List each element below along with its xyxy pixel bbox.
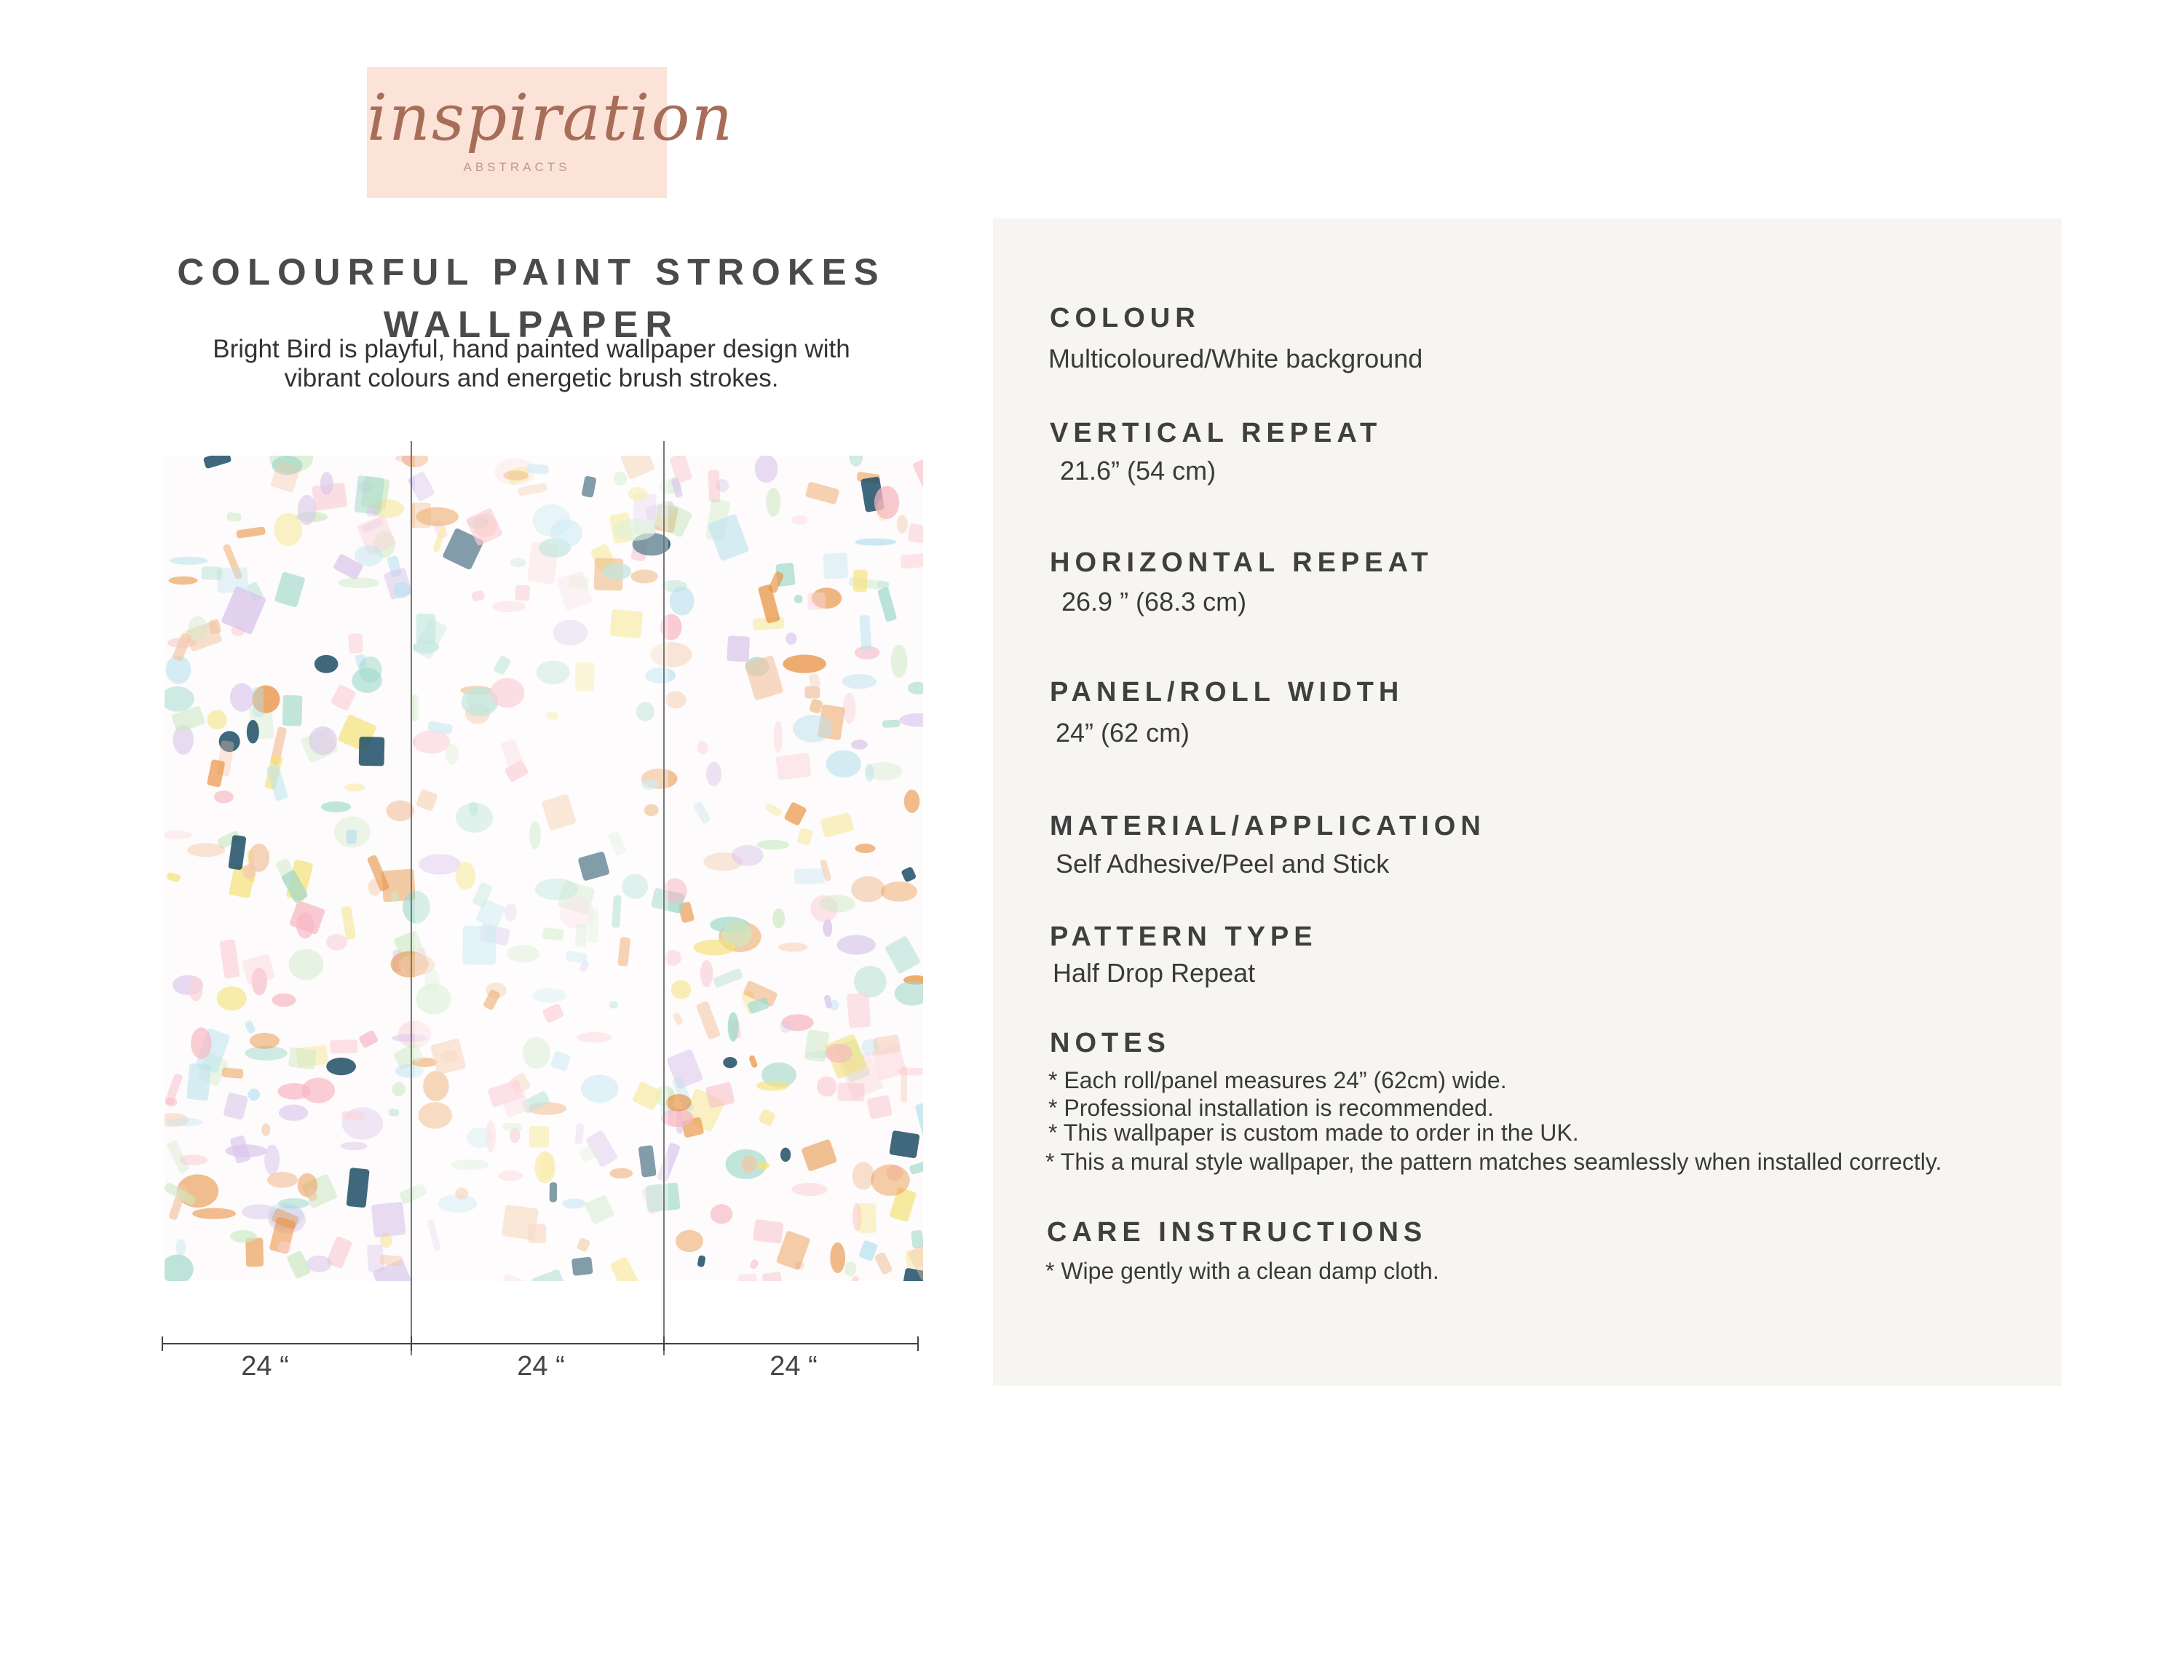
- paint-stroke: [847, 992, 871, 1028]
- paint-stroke: [352, 667, 381, 693]
- logo-subtitle: ABSTRACTS: [463, 160, 571, 174]
- paint-stroke: [742, 1155, 757, 1173]
- pattern-type-value: Half Drop Repeat: [1053, 958, 1256, 988]
- paint-stroke: [306, 1256, 332, 1272]
- description-line-1: Bright Bird is playful, hand painted wallpaper design with: [213, 335, 850, 363]
- paint-stroke: [793, 715, 832, 742]
- paint-stroke: [247, 720, 259, 743]
- paint-stroke: [837, 1082, 865, 1101]
- paint-stroke: [279, 1104, 308, 1120]
- paint-stroke: [666, 1094, 692, 1112]
- paint-stroke: [248, 1088, 260, 1101]
- paint-stroke: [321, 801, 351, 812]
- paint-stroke: [837, 935, 876, 954]
- paint-stroke: [792, 1183, 828, 1196]
- paint-stroke: [341, 1111, 364, 1120]
- dimension-tick: [411, 1336, 412, 1351]
- paint-stroke: [882, 719, 901, 728]
- paint-stroke: [261, 1123, 270, 1136]
- paint-stroke: [176, 1239, 186, 1256]
- material-heading: MATERIAL/APPLICATION: [1050, 811, 1486, 841]
- paint-stroke: [889, 1130, 919, 1159]
- paint-stroke: [665, 691, 686, 708]
- horizontal-repeat-heading: HORIZONTAL REPEAT: [1050, 547, 1433, 578]
- colour-heading: COLOUR: [1050, 303, 1200, 333]
- paint-stroke: [330, 1039, 357, 1053]
- paint-stroke: [348, 633, 363, 653]
- specifications-panel: [993, 218, 2062, 1386]
- panel-divider-1: [411, 441, 412, 1355]
- paint-stroke: [274, 513, 302, 546]
- paint-stroke: [226, 1144, 267, 1157]
- paint-stroke: [326, 934, 347, 950]
- vertical-repeat-value: 21.6” (54 cm): [1060, 456, 1216, 486]
- paint-stroke: [217, 986, 247, 1010]
- paint-stroke: [222, 1067, 244, 1079]
- paint-stroke: [326, 1058, 356, 1075]
- paint-stroke: [826, 750, 861, 777]
- paint-stroke: [807, 593, 825, 610]
- paint-stroke: [339, 577, 380, 588]
- paint-stroke: [165, 1098, 177, 1106]
- paint-stroke: [192, 1208, 236, 1219]
- paint-stroke: [756, 1081, 789, 1091]
- paint-stroke: [309, 726, 337, 755]
- paint-stroke: [753, 1219, 784, 1244]
- paint-stroke: [786, 633, 797, 645]
- paint-stroke: [355, 545, 383, 566]
- paint-stroke: [778, 943, 807, 951]
- paint-stroke: [874, 486, 899, 520]
- paint-stroke: [852, 1162, 874, 1189]
- paint-stroke: [267, 1172, 298, 1188]
- paint-stroke: [830, 1243, 845, 1273]
- paint-stroke: [207, 710, 227, 729]
- paint-stroke: [851, 876, 885, 903]
- paint-stroke: [851, 740, 868, 750]
- paint-stroke: [296, 912, 314, 938]
- logo-wordmark: inspiration: [367, 80, 735, 155]
- paint-stroke: [394, 582, 411, 598]
- paint-stroke: [820, 895, 855, 913]
- material-value: Self Adhesive/Peel and Stick: [1056, 849, 1390, 879]
- paint-stroke: [901, 552, 923, 568]
- paint-stroke: [866, 1095, 893, 1120]
- paint-stroke: [853, 569, 868, 592]
- paint-stroke: [830, 1000, 839, 1011]
- paint-stroke: [282, 695, 303, 726]
- paint-stroke: [871, 1165, 909, 1196]
- paint-stroke: [858, 1203, 877, 1233]
- paint-stroke: [392, 1082, 405, 1096]
- paint-stroke: [230, 684, 254, 712]
- paint-stroke: [855, 539, 896, 546]
- paint-stroke: [288, 1047, 317, 1069]
- brand-logo: [367, 67, 735, 198]
- paint-stroke: [732, 845, 764, 866]
- paint-stroke: [766, 488, 780, 517]
- paint-stroke: [272, 994, 296, 1007]
- paint-stroke: [727, 635, 750, 662]
- paint-stroke: [346, 1168, 369, 1208]
- paint-stroke: [314, 655, 339, 673]
- paint-stroke: [676, 1230, 703, 1252]
- paint-stroke: [904, 790, 920, 813]
- paint-stroke: [826, 1044, 852, 1063]
- paint-stroke: [723, 1057, 737, 1068]
- paint-stroke: [755, 456, 778, 483]
- paint-stroke: [298, 495, 317, 525]
- paint-stroke: [250, 1033, 280, 1049]
- vertical-repeat-heading: VERTICAL REPEAT: [1050, 418, 1382, 448]
- panel-width-heading: PANEL/ROLL WIDTH: [1050, 677, 1404, 708]
- product-title-line-2: WALLPAPER: [383, 304, 680, 345]
- paint-stroke: [344, 783, 365, 791]
- panel-divider-2: [663, 441, 665, 1355]
- paint-stroke: [170, 557, 208, 565]
- panel-width-label-3: 24 “: [769, 1351, 818, 1382]
- paint-stroke: [772, 908, 785, 928]
- paint-stroke: [278, 1198, 309, 1208]
- paint-stroke: [371, 1202, 406, 1237]
- paint-stroke: [780, 1148, 791, 1162]
- wallpaper-pattern-image: [165, 456, 923, 1281]
- paint-stroke: [891, 645, 908, 678]
- paint-stroke: [214, 791, 234, 803]
- paint-stroke: [794, 595, 803, 603]
- paint-stroke: [823, 919, 832, 937]
- paint-stroke: [708, 469, 720, 502]
- paint-stroke: [301, 1078, 335, 1104]
- paint-stroke: [804, 686, 820, 699]
- paint-stroke: [167, 1118, 203, 1127]
- note-line: * This a mural style wallpaper, the pattern matches seamlessly when installed correctly.: [1045, 1149, 1942, 1175]
- paint-stroke: [189, 978, 202, 1002]
- paint-stroke: [289, 949, 324, 980]
- note-line: * This wallpaper is custom made to order in the UK.: [1048, 1120, 1579, 1146]
- paint-stroke: [865, 764, 874, 782]
- paint-stroke: [881, 881, 917, 902]
- paint-stroke: [359, 737, 385, 766]
- paint-stroke: [706, 762, 721, 787]
- paint-stroke: [671, 980, 692, 999]
- panel-width-label-2: 24 “: [517, 1351, 565, 1382]
- paint-stroke: [670, 587, 695, 616]
- paint-stroke: [783, 654, 826, 673]
- paint-stroke: [817, 1077, 836, 1097]
- horizontal-repeat-value: 26.9 ” (68.3 cm): [1061, 587, 1247, 617]
- paint-stroke: [897, 515, 908, 534]
- paint-stroke: [264, 1144, 280, 1175]
- panel-width-label-1: 24 “: [241, 1351, 289, 1382]
- paint-stroke: [823, 552, 848, 579]
- dimension-line: [162, 1343, 919, 1344]
- dimension-tick: [663, 1336, 665, 1351]
- care-heading: CARE INSTRUCTIONS: [1047, 1217, 1428, 1248]
- note-line: * Each roll/panel measures 24” (62cm) wide.: [1048, 1067, 1507, 1093]
- paint-stroke: [700, 960, 713, 987]
- paint-stroke: [320, 472, 333, 495]
- paint-stroke: [728, 1012, 739, 1042]
- notes-heading: NOTES: [1050, 1028, 1171, 1058]
- paint-stroke: [188, 616, 207, 642]
- paint-stroke: [694, 940, 736, 956]
- paint-stroke: [230, 1230, 257, 1243]
- paint-stroke: [168, 576, 197, 585]
- product-description: [160, 335, 903, 393]
- paint-stroke: [844, 1261, 856, 1276]
- paint-stroke: [711, 1204, 733, 1224]
- paint-stroke: [347, 830, 357, 844]
- paint-stroke: [249, 844, 270, 872]
- panel-width-value: 24” (62 cm): [1056, 718, 1190, 748]
- dimension-tick: [917, 1336, 919, 1351]
- paint-stroke: [697, 741, 708, 755]
- colour-value: Multicoloured/White background: [1048, 344, 1423, 373]
- paint-stroke: [187, 843, 225, 857]
- paint-stroke: [792, 515, 808, 525]
- pattern-type-heading: PATTERN TYPE: [1050, 922, 1318, 952]
- paint-stroke: [367, 505, 379, 517]
- paint-stroke: [842, 674, 877, 689]
- paint-stroke: [756, 840, 788, 849]
- paint-stroke: [278, 1241, 291, 1253]
- note-line: * Professional installation is recommended.: [1048, 1095, 1494, 1121]
- paint-stroke: [774, 721, 783, 753]
- paint-stroke: [794, 868, 825, 884]
- wallpaper-preview: [165, 456, 923, 1281]
- paint-stroke: [242, 1205, 277, 1220]
- dimension-tick: [162, 1336, 163, 1351]
- paint-stroke: [186, 1063, 211, 1101]
- paint-stroke: [341, 1142, 368, 1151]
- paint-stroke: [843, 693, 855, 724]
- product-title-line-1: COLOURFUL PAINT STROKES: [177, 251, 886, 293]
- care-value: * Wipe gently with a clean damp cloth.: [1045, 1258, 1439, 1284]
- paint-stroke: [854, 966, 886, 997]
- paint-stroke: [180, 1154, 208, 1165]
- paint-stroke: [226, 512, 242, 522]
- paint-stroke: [775, 753, 811, 780]
- description-line-2: vibrant colours and energetic brush strokes.: [284, 364, 779, 392]
- paint-stroke: [757, 1162, 769, 1170]
- paint-stroke: [252, 687, 264, 717]
- paint-stroke: [191, 1027, 211, 1058]
- paint-stroke: [855, 844, 875, 853]
